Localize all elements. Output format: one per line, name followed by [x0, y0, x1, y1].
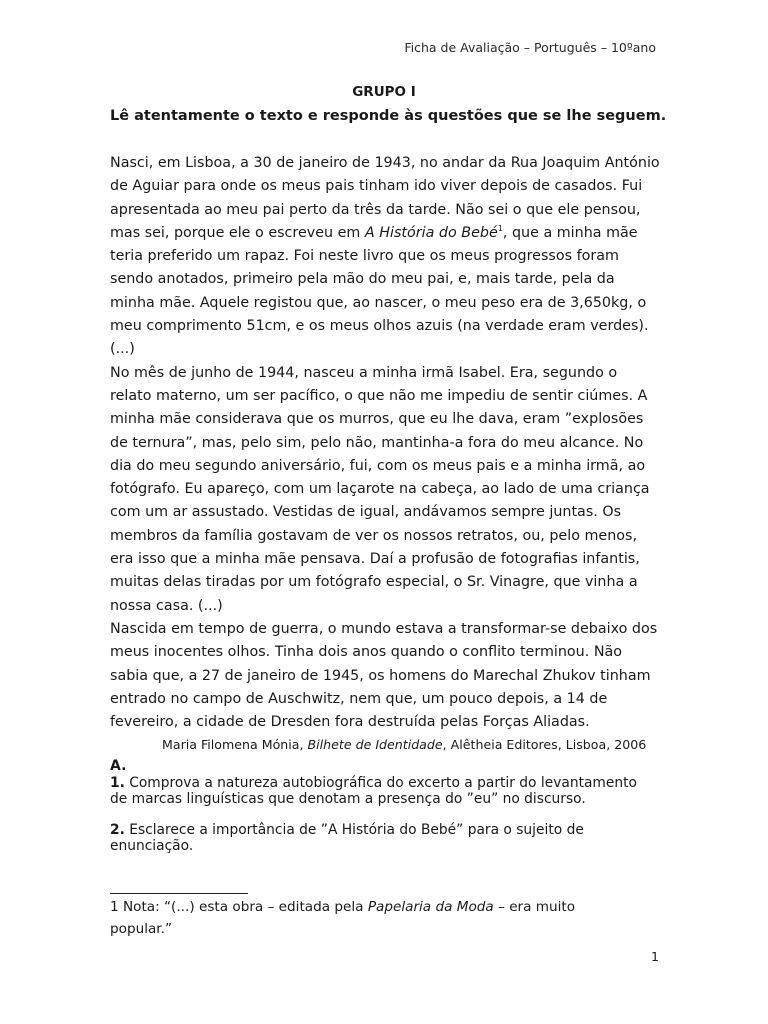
instruction-heading: Lê atentamente o texto e responde às questões que se lhe seguem.	[110, 108, 667, 124]
question-2	[110, 822, 670, 854]
passage-line: meu comprimento 51cm, e os meus olhos azuis (na verdade eram verdes).	[110, 318, 649, 335]
question-number: 2.	[110, 822, 125, 838]
passage-line-segment: , que a minha mãe	[502, 224, 638, 241]
passage-line: fevereiro, a cidade de Dresden fora destruída pelas Forças Aliadas.	[110, 714, 590, 731]
passage-line	[110, 222, 670, 245]
source-publisher: , Alêtheia Editores, Lisboa, 2006	[442, 737, 647, 752]
page-number: 1	[651, 949, 659, 964]
passage-line: relato materno, um ser pacífico, o que não me impediu de sentir ciúmes. A	[110, 387, 648, 404]
question-text: Esclarece a importância de ”A História do Bebé” para o sujeito de	[124, 822, 584, 838]
question-text: Comprova a natureza autobiográfica do excerto a partir do levantamento	[124, 775, 637, 791]
passage-line: Nasci, em Lisboa, a 30 de janeiro de 1943, no andar da Rua Joaquim António	[110, 155, 660, 171]
question-line	[110, 822, 670, 838]
footnote-publisher: Papelaria da Moda	[367, 899, 494, 915]
passage-text	[110, 152, 670, 734]
passage-line: apresentada ao meu pai perto da três da tarde. Não sei o que ele pensou,	[110, 201, 641, 218]
page-header: Ficha de Avaliação – Português – 10ºano	[404, 40, 656, 55]
source-author: Maria Filomena Mónia,	[162, 737, 308, 752]
question-1	[110, 775, 670, 807]
passage-line: entrado no campo de Auschwitz, nem que, um pouco depois, a 14 de	[110, 690, 608, 707]
footnote-marker: 1	[497, 223, 503, 233]
passage-line: nossa casa. (...)	[110, 597, 223, 614]
passage-line: minha mãe. Aquele registou que, ao nascer, o meu peso era de 3,650kg, o	[110, 294, 647, 311]
source-citation	[162, 737, 646, 752]
passage-line: era isso que a minha mãe pensava. Daí a profusão de fotografias infantis,	[110, 551, 640, 568]
footnote-line	[110, 896, 670, 918]
question-line: de marcas linguísticas que denotam a presença do ”eu” no discurso.	[110, 791, 586, 807]
passage-line: sendo anotados, primeiro pela mão do meu pai, e, mais tarde, pela da	[110, 271, 615, 288]
passage-line: fotógrafo. Eu apareço, com um laçarote na cabeça, ao lado de uma criança	[110, 481, 650, 498]
section-a-heading: A.	[110, 758, 127, 774]
passage-line: muitas delas tiradas por um fotógrafo especial, o Sr. Vinagre, que vinha a	[110, 574, 638, 591]
passage-line: de ternura”, mas, pelo sim, pelo não, mantinha-a fora do meu alcance. No	[110, 434, 644, 451]
question-number: 1.	[110, 775, 125, 791]
passage-line-segment: mas sei, porque ele o escreveu em	[110, 224, 365, 241]
footnote	[110, 896, 670, 940]
passage-line: sabia que, a 27 de janeiro de 1945, os homens do Marechal Zhukov tinham	[110, 667, 651, 684]
book-title-reference: A História do Bebé	[364, 224, 498, 241]
passage-line: No mês de junho de 1944, nasceu a minha irmã Isabel. Era, segundo o	[110, 364, 618, 381]
footnote-text: – era muito	[493, 899, 576, 915]
passage-line: com um ar assustado. Vestidas de igual, andávamos sempre juntas. Os	[110, 504, 622, 521]
footnote-line: popular.”	[110, 921, 173, 937]
group-title: GRUPO I	[352, 84, 416, 100]
passage-line: meus inocentes olhos. Tinha dois anos quando o conflito terminou. Não	[110, 644, 623, 661]
footnote-separator	[110, 893, 248, 894]
passage-line: Nascida em tempo de guerra, o mundo estava a transformar-se debaixo dos	[110, 620, 658, 637]
passage-line: (...)	[110, 341, 135, 358]
footnote-text: 1 Nota: “(...) esta obra – editada pela	[110, 899, 368, 915]
passage-line: minha mãe considerava que os murros, que eu lhe dava, eram ”explosões	[110, 411, 644, 428]
passage-line: dia do meu segundo aniversário, fui, com os meus pais e a minha irmã, ao	[110, 457, 646, 474]
question-line: enunciação.	[110, 838, 194, 854]
question-line	[110, 775, 670, 791]
passage-line: teria preferido um rapaz. Foi neste livro que os meus progressos foram	[110, 248, 619, 265]
passage-line: de Aguiar para onde os meus pais tinham ido viver depois de casados. Fui	[110, 178, 643, 195]
source-book-title: Bilhete de Identidade	[307, 737, 443, 752]
passage-line: membros da família gostavam de ver os nossos retratos, ou, pelo menos,	[110, 527, 638, 544]
